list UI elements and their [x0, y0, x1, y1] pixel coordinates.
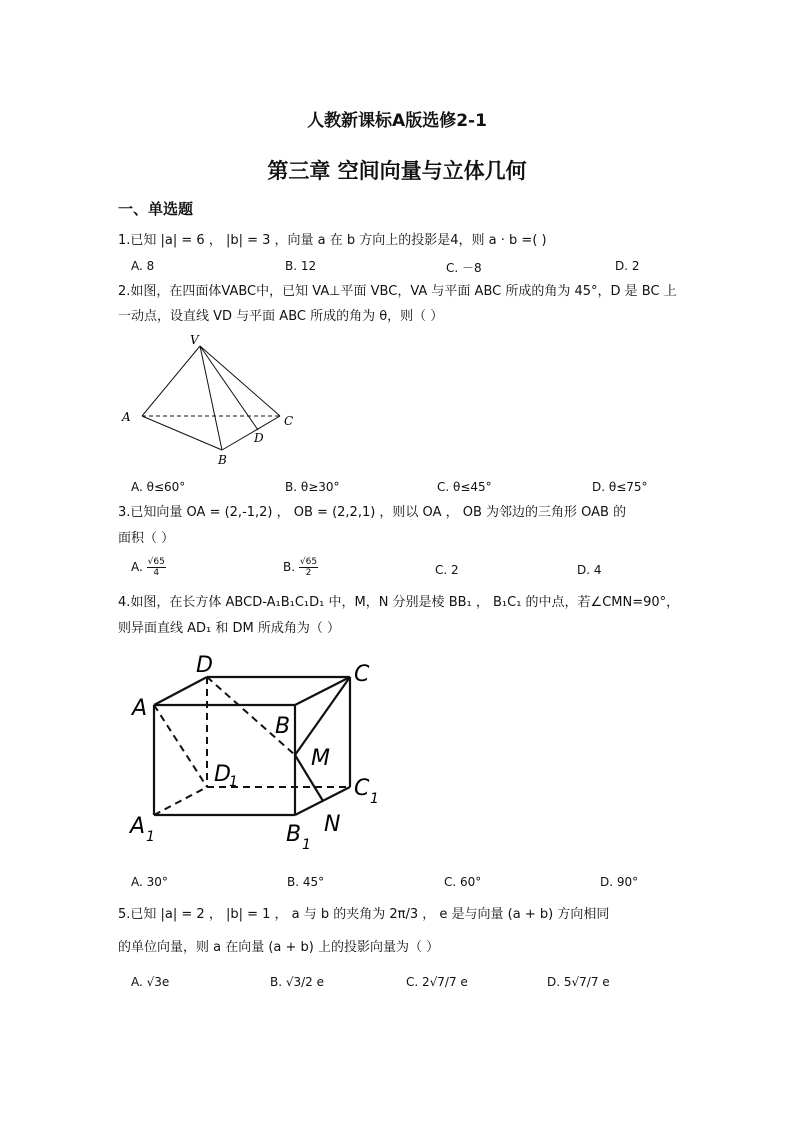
- cuboid-figure: [118, 645, 393, 855]
- label-d1-subscript: 1: [229, 774, 238, 790]
- question-2-text-line1: 2.如图，在四面体VABC中，已知 VA⊥平面 VBC，VA 与平面 ABC 所成的角为 45°，D 是 BC 上: [118, 284, 677, 299]
- label-n: N: [324, 812, 341, 837]
- question-5-text-line2: 的单位向量，则 a 在向量 (a + b) 上的投影向量为（ ）: [118, 940, 440, 955]
- q4-option-c: C. 60°: [444, 875, 482, 889]
- label-c1-subscript: 1: [370, 791, 379, 807]
- section-heading: 一、单选题: [118, 200, 194, 218]
- q3-option-b: [283, 557, 318, 578]
- q5-option-a: A. √3e: [131, 975, 170, 989]
- q3-option-a-prefix: A.: [131, 560, 143, 574]
- q3-option-a-denominator: 4: [153, 568, 160, 578]
- label-a: A: [122, 410, 131, 424]
- label-b: B: [275, 714, 291, 739]
- q5-option-d: D. 5√7/7 e: [547, 975, 610, 989]
- question-1-text: 1.已知 |a| = 6 ， |b| = 3 ，向量 a 在 b 方向上的投影是4，则 a · b =( ): [118, 233, 547, 248]
- q3-option-b-numerator: √65: [299, 557, 318, 567]
- label-d: D: [254, 431, 264, 445]
- question-5-text-line1: 5.已知 |a| = 2 ， |b| = 1 ， a 与 b 的夹角为 2π/3 ， e 是与向量 (a + b) 方向相同: [118, 907, 610, 922]
- label-c1: C: [354, 776, 370, 801]
- label-a: A: [132, 696, 148, 721]
- q3-option-b-fraction: [299, 557, 318, 578]
- label-m: M: [311, 746, 330, 771]
- q1-option-b: B. 12: [285, 259, 317, 273]
- label-v: V: [190, 333, 199, 347]
- q1-option-d: D. 2: [615, 259, 640, 273]
- q5-option-b: B. √3/2 e: [270, 975, 325, 989]
- label-c: C: [354, 662, 370, 687]
- q2-option-a: A. θ≤60°: [131, 480, 186, 494]
- q3-option-a-fraction: [147, 557, 166, 578]
- question-4-text-line1: 4.如图，在长方体 ABCD-A₁B₁C₁D₁ 中，M，N 分别是棱 BB₁ ， B₁C₁ 的中点，若∠CMN=90°，: [118, 595, 680, 610]
- question-3-text-line2: 面积（ ）: [118, 531, 175, 546]
- question-3-text-line1: 3.已知向量 OA = (2,-1,2) ， OB = (2,2,1) ，则以 OA ， OB 为邻边的三角形 OAB 的: [118, 505, 627, 520]
- tetrahedron-figure: [118, 330, 308, 470]
- q4-option-a: A. 30°: [131, 875, 168, 889]
- q3-option-d: D. 4: [577, 563, 602, 577]
- label-d1: D: [214, 762, 231, 787]
- q3-option-a: [131, 557, 166, 578]
- q3-option-b-prefix: B.: [283, 560, 296, 574]
- q1-option-a: A. 8: [131, 259, 155, 273]
- q1-option-c: C. －8: [446, 261, 482, 275]
- label-a1-subscript: 1: [146, 829, 155, 845]
- label-b1-subscript: 1: [302, 837, 311, 853]
- label-b1: B: [286, 822, 302, 847]
- q4-option-d: D. 90°: [600, 875, 639, 889]
- q3-option-c: C. 2: [435, 563, 459, 577]
- label-a1: A: [130, 814, 146, 839]
- chapter-title: 第三章 空间向量与立体几何: [267, 159, 527, 183]
- q2-option-b: B. θ≥30°: [285, 480, 340, 494]
- question-4-text-line2: 则异面直线 AD₁ 和 DM 所成角为（ ）: [118, 621, 341, 636]
- document-title: 人教新课标A版选修2-1: [307, 111, 487, 131]
- label-c: C: [284, 414, 294, 428]
- label-b: B: [218, 453, 227, 467]
- q2-option-d: D. θ≤75°: [592, 480, 648, 494]
- label-d: D: [196, 653, 213, 678]
- question-2-text-line2: 一动点，设直线 VD 与平面 ABC 所成的角为 θ，则（ ）: [118, 309, 444, 324]
- q2-option-c: C. θ≤45°: [437, 480, 492, 494]
- q5-option-c: C. 2√7/7 e: [406, 975, 468, 989]
- q3-option-a-numerator: √65: [147, 557, 165, 567]
- q3-option-b-denominator: 2: [305, 568, 312, 578]
- q4-option-b: B. 45°: [287, 875, 325, 889]
